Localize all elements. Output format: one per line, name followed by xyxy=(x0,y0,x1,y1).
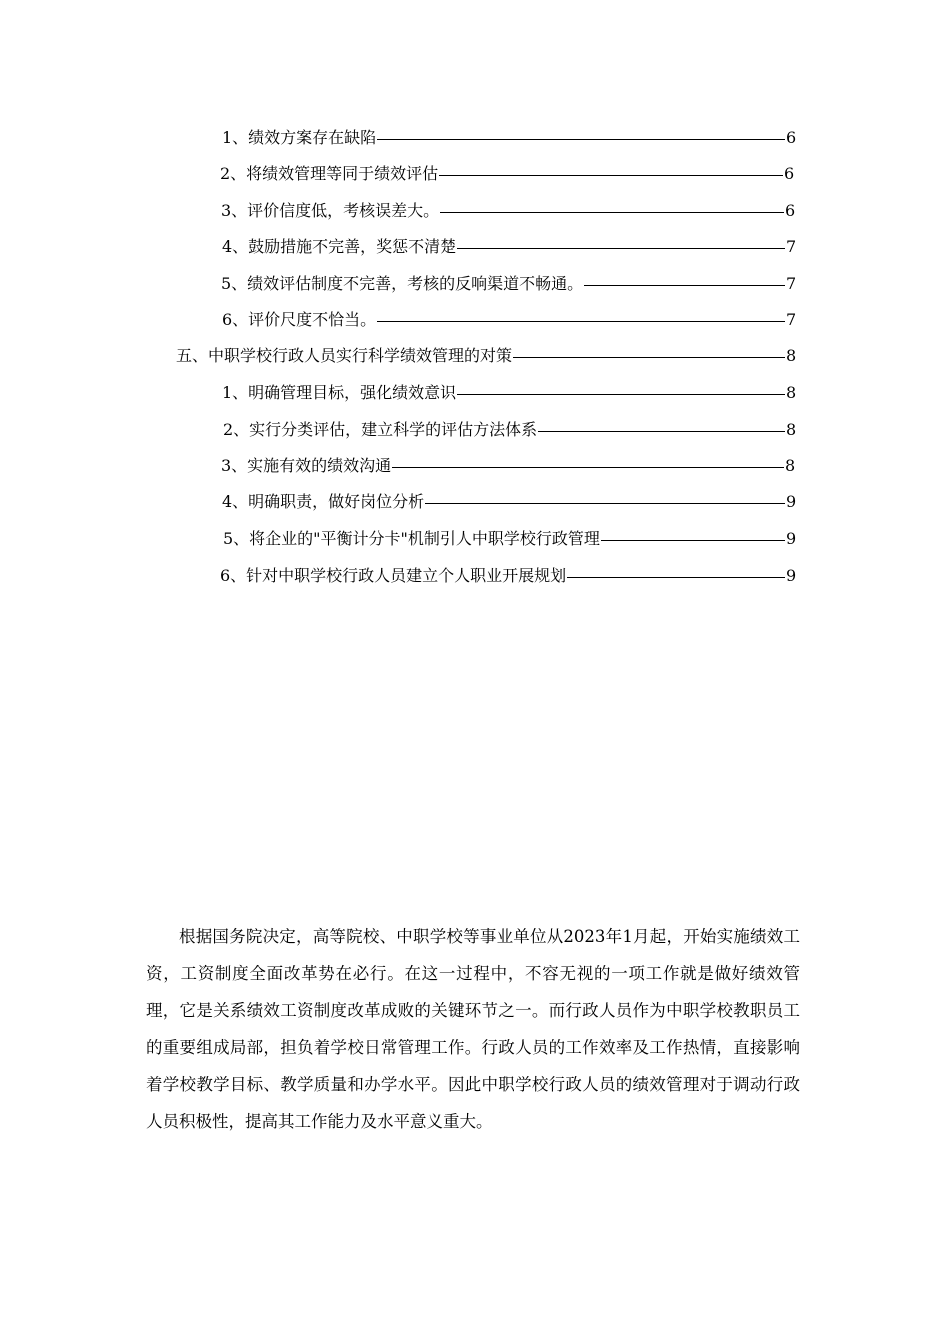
toc-entry-text: 6、评价尺度不恰当。 xyxy=(222,310,377,329)
toc-page-number: 9 xyxy=(786,566,797,585)
toc-entry-text: 3、评价信度低，考核误差大。 xyxy=(221,201,440,220)
toc-entry[interactable] xyxy=(222,126,796,150)
toc-leader-line xyxy=(377,139,785,140)
toc-entry-text: 3、实施有效的绩效沟通 xyxy=(221,456,392,475)
toc-page-number: 8 xyxy=(785,456,796,475)
toc-page-number: 8 xyxy=(786,346,797,365)
toc-entry-chapter[interactable] xyxy=(176,344,796,368)
toc-leader-line xyxy=(439,175,783,176)
toc-entry[interactable] xyxy=(222,308,796,332)
toc-entry-text: 4、鼓励措施不完善，奖惩不清楚 xyxy=(222,237,457,256)
toc-entry[interactable] xyxy=(220,564,796,588)
toc-entry-text: 6、针对中职学校行政人员建立个人职业开展规划 xyxy=(220,566,567,585)
toc-leader-line xyxy=(584,285,785,286)
toc-entry[interactable] xyxy=(222,235,796,259)
toc-leader-line xyxy=(601,540,785,541)
toc-page-number: 9 xyxy=(786,492,797,511)
toc-leader-line xyxy=(538,431,785,432)
toc-leader-line xyxy=(377,321,785,322)
toc-page-number: 9 xyxy=(786,529,797,548)
toc-entry-text: 2、将绩效管理等同于绩效评估 xyxy=(220,164,439,183)
toc-entry[interactable] xyxy=(221,199,795,223)
toc-page-number: 8 xyxy=(786,383,797,402)
toc-entry-text: 4、明确职责，做好岗位分析 xyxy=(222,492,425,511)
toc-page-number: 6 xyxy=(784,164,795,183)
toc-leader-line xyxy=(457,248,785,249)
toc-entry-text: 五、中职学校行政人员实行科学绩效管理的对策 xyxy=(176,346,513,365)
toc-page-number: 6 xyxy=(786,128,797,147)
toc-leader-line xyxy=(440,212,784,213)
toc-entry[interactable] xyxy=(221,272,796,296)
toc-entry[interactable] xyxy=(222,490,796,514)
toc-entry[interactable] xyxy=(222,381,796,405)
body-paragraph: 根据国务院决定，高等院校、中职学校等事业单位从2023年1月起，开始实施绩效工资，工资制度全面改革势在必行。在这一过程中，不容无视的一项工作就是做好绩效管理，它是关系绩效工资制度改革成败的关键环节之一。而行政人员作为中职学校教职员工的重要组成局部，担负着学校日常管理工作。行政人员的工作效率及工作热情，直接影响着学校教学目标、教学质量和办学水平。因此中职学校行政人员的绩效管理对于调动行政人员积极性，提高其工作能力及水平意义重大。 xyxy=(146,927,800,1131)
toc-leader-line xyxy=(567,577,785,578)
toc-leader-line xyxy=(425,503,785,504)
toc-entry-text: 1、明确管理目标，强化绩效意识 xyxy=(222,383,457,402)
toc-page-number: 8 xyxy=(786,420,797,439)
toc-leader-line xyxy=(457,394,785,395)
toc-page-number: 7 xyxy=(786,310,797,329)
toc-entry-text: 5、将企业的"平衡计分卡"机制引人中职学校行政管理 xyxy=(223,529,600,548)
toc-entry[interactable] xyxy=(223,527,796,551)
toc-page-number: 7 xyxy=(786,274,797,293)
toc-entry-text: 1、绩效方案存在缺陷 xyxy=(222,128,377,147)
toc-entry[interactable] xyxy=(220,162,794,186)
toc-page-number: 6 xyxy=(785,201,796,220)
toc-page-number: 7 xyxy=(786,237,797,256)
toc-leader-line xyxy=(392,467,784,468)
toc-entry-text: 2、实行分类评估，建立科学的评估方法体系 xyxy=(223,420,538,439)
toc-entry[interactable] xyxy=(221,454,795,478)
toc-leader-line xyxy=(513,357,785,358)
toc-entry-text: 5、绩效评估制度不完善，考核的反响渠道不畅通。 xyxy=(221,274,584,293)
toc-entry[interactable] xyxy=(223,418,796,442)
